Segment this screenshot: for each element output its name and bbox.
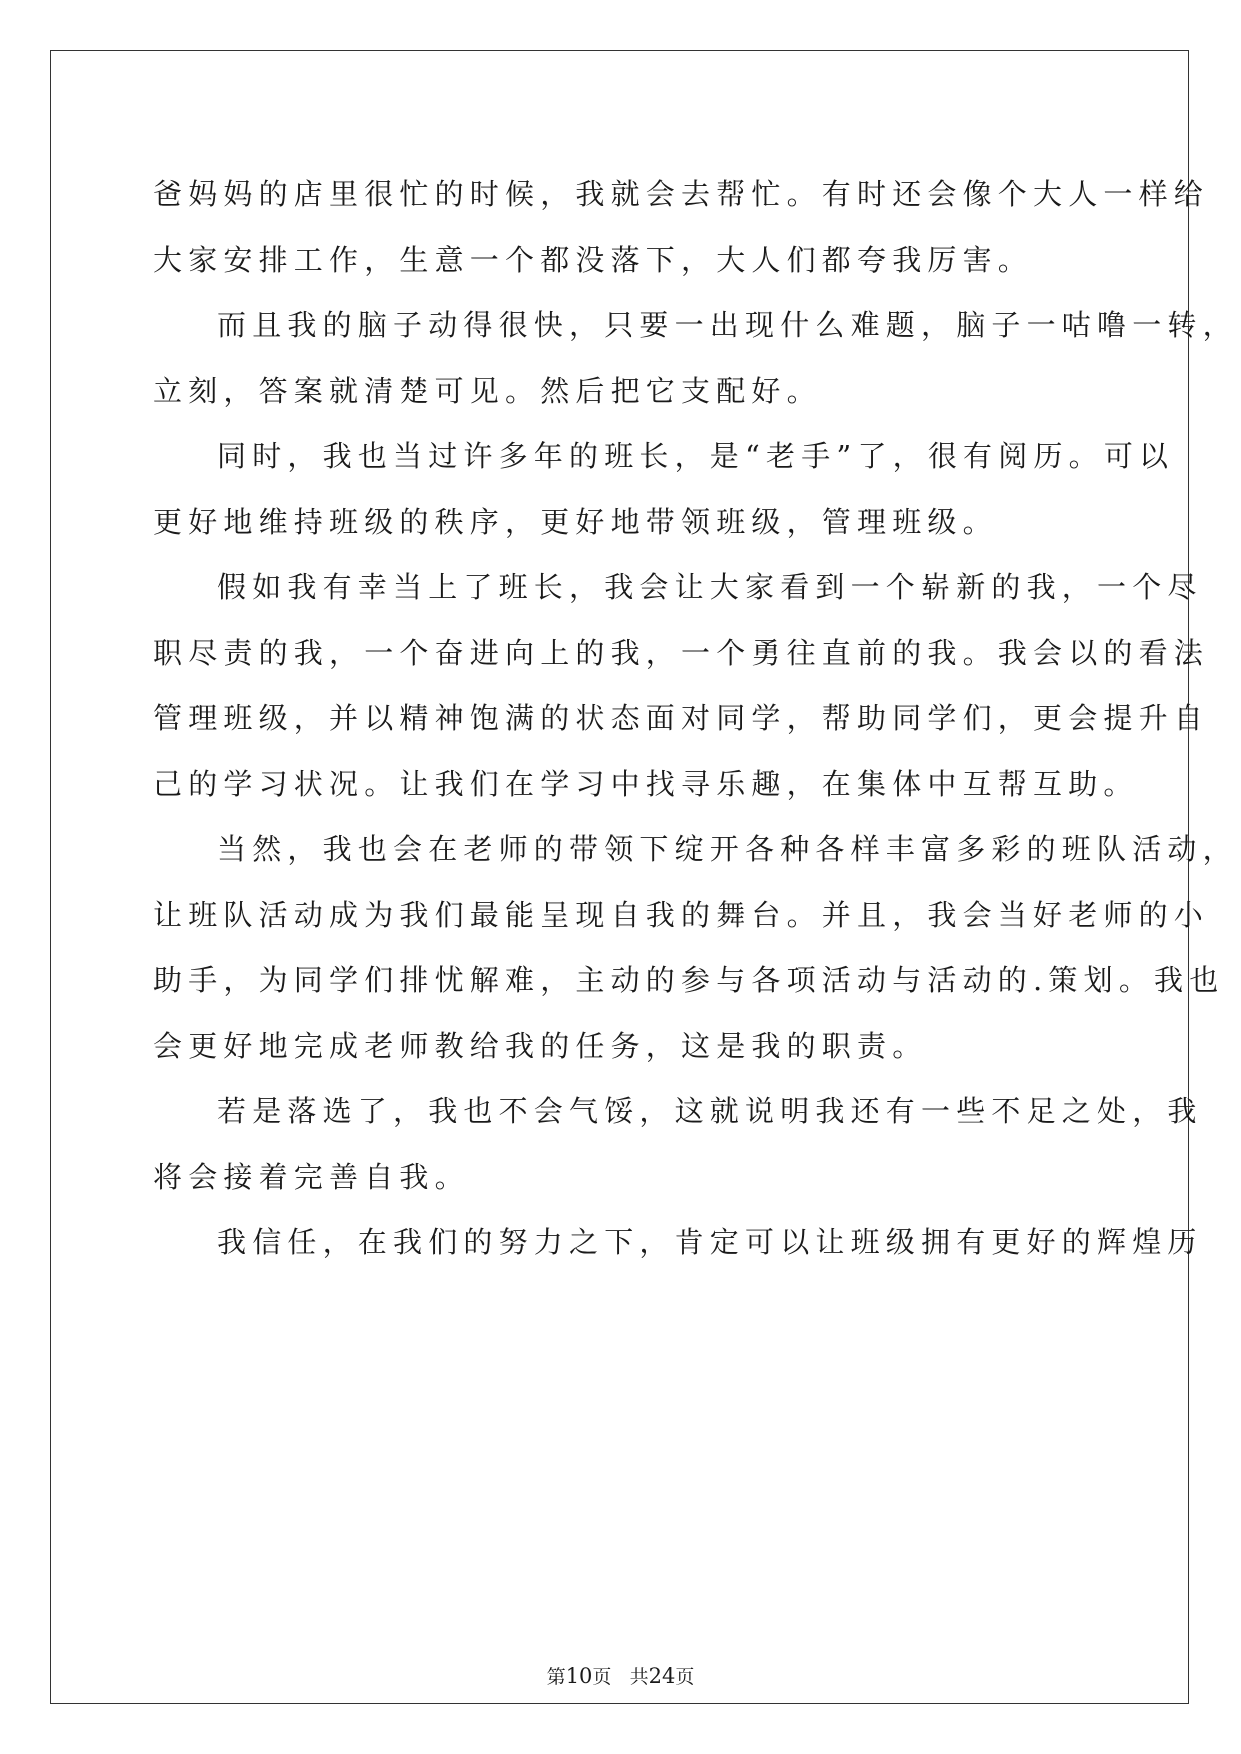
text-line: 助手，为同学们排忧解难，主动的参与各项活动与活动的.策划。我也 xyxy=(153,963,1225,997)
text-line: 而且我的脑子动得很快，只要一出现什么难题，脑子一咕噜一转， xyxy=(217,308,1238,342)
text-line: 我信任，在我们的努力之下，肯定可以让班级拥有更好的辉煌历 xyxy=(217,1225,1203,1259)
text-line: 将会接着完善自我。 xyxy=(153,1159,470,1194)
text-line: 当然，我也会在老师的带领下绽开各种各样丰富多彩的班队活动， xyxy=(217,832,1238,866)
text-line: 职尽责的我，一个奋进向上的我，一个勇往直前的我。我会以的看法 xyxy=(153,635,1210,670)
page-prefix: 第 xyxy=(546,1666,566,1688)
total-pages: 24 xyxy=(648,1664,676,1688)
total-suffix: 页 xyxy=(675,1666,695,1688)
text-line: 管理班级，并以精神饱满的状态面对同学，帮助同学们，更会提升自 xyxy=(153,701,1210,735)
text-line: 让班队活动成为我们最能呈现自我的舞台。并且，我会当好老师的小 xyxy=(153,897,1210,932)
text-line: 爸妈妈的店里很忙的时候，我就会去帮忙。有时还会像个大人一样给 xyxy=(153,177,1210,211)
text-line: 己的学习状况。让我们在学习中找寻乐趣，在集体中互帮互助。 xyxy=(153,766,1139,801)
page-number: 10 xyxy=(565,1664,593,1688)
total-prefix: 共 xyxy=(629,1666,649,1688)
page-suffix: 页 xyxy=(592,1666,612,1688)
text-line: 同时，我也当过许多年的班长，是“老手”了，很有阅历。可以 xyxy=(217,439,1175,473)
page-footer xyxy=(0,1662,1241,1689)
text-line: 更好地维持班级的秩序，更好地带领班级，管理班级。 xyxy=(153,504,998,539)
text-line: 假如我有幸当上了班长，我会让大家看到一个崭新的我，一个尽 xyxy=(217,570,1203,604)
document-body xyxy=(153,162,1238,1276)
text-line: 会更好地完成老师教给我的任务，这是我的职责。 xyxy=(153,1028,928,1063)
text-line: 大家安排工作，生意一个都没落下，大人们都夸我厉害。 xyxy=(153,242,1034,277)
text-line: 若是落选了，我也不会气馁，这就说明我还有一些不足之处，我 xyxy=(217,1094,1203,1128)
text-line: 立刻，答案就清楚可见。然后把它支配好。 xyxy=(153,373,822,408)
